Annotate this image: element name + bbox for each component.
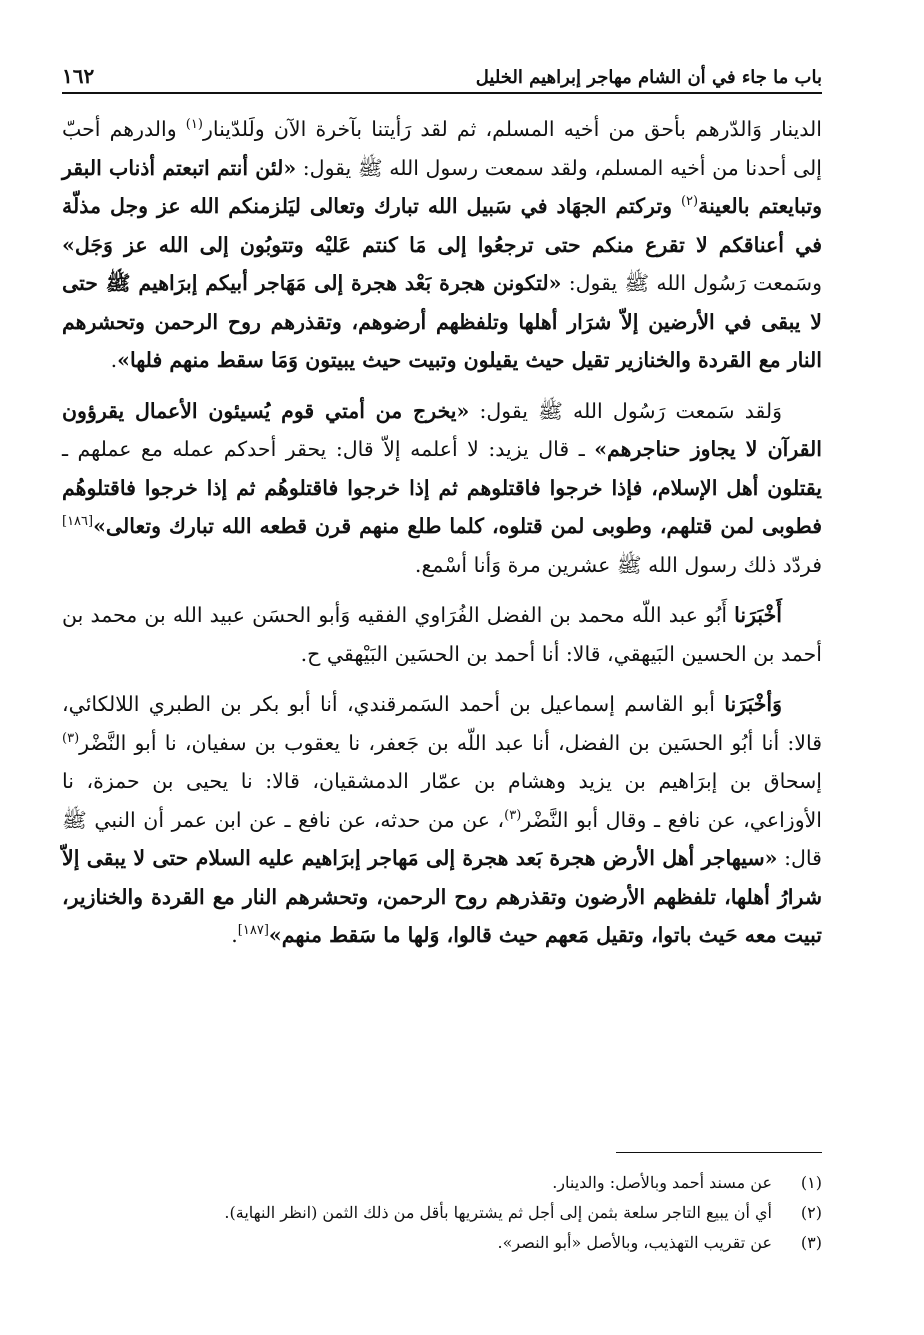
text-segment: أبو القاسم إسماعيل بن أحمد السَمرقندي، أنا أبو بكر بن الطبري اللالكائي، قالا: أنا أبُو الحسَين بن الفضل، أنا عبد اللّه بن جَعفر، نا يعقوب بن سفيان، نا أبو النَّضْر — [62, 692, 822, 755]
quoted-text: وتركتم الجهَاد في سَبيل الله تبارك وتعالى ليَلزمنكم الله عز وجل مذلّة في أعناقكم لا تقرع منكم حتى ترجعُوا إلى مَا كنتم عَليْه وتتوبُون إلى الله عز وَجَل» — [62, 194, 822, 257]
footnote-number: (٢) — [800, 1203, 822, 1222]
page-number: ١٦٢ — [62, 64, 95, 88]
footnote-reference: [١٨٧] — [237, 923, 269, 939]
footnote-divider — [616, 1152, 822, 1153]
quoted-text: «سيهاجر أهل الأرض هجرة بَعد هجرة إلى مَهاجر إبرَاهيم عليه السلام حتى لا يبقى إلاّ شرارُ أهلها، تلفظهم الأرضون وتقذرهم روح الرحمن، وتحشرهم النار مع القردة والخنازير، تبيت معه حَيث باتوا، وتقيل مَعهم حيث قالوا، وَلها ما سَقط منهم» — [62, 846, 822, 947]
paragraph — [62, 685, 822, 955]
footnote-number: (٣) — [800, 1233, 822, 1252]
quoted-text: «يخرج من أمتي قوم يُسيئون الأعمال يقرؤون القرآن لا يجاوز حناجرهم» — [62, 398, 822, 461]
footnotes — [62, 1168, 822, 1258]
footnote-reference: (٣) — [62, 730, 80, 746]
page-header — [62, 58, 822, 94]
quoted-text: «لتكونن هجرة بَعْد هجرة إلى مَهَاجر أبيكم إبرَاهيم ﷺ حتى لا يبقى في الأرضين إلاّ شرَار أهلها وتلفظهم أرضوهم، وتقذرهم روح الرحمن وتحشرهم النار مع القردة والخنازير تقيل حيث يقيلون وتبيت حيث يبيتون وَمَا سقط منهم فلها» — [62, 271, 822, 372]
footnote-text: عن مسند أحمد وبالأصل: والدينار. — [552, 1173, 772, 1192]
footnote-text: عن تقريب التهذيب، وبالأصل «أبو النصر». — [497, 1233, 772, 1252]
text-segment: أَبُو عبد اللّه محمد بن الفضل الفُرَاوي الفقيه وَأبو الحسَن عبيد الله بن محمد بن أحمد بن الحسين البَيهقي، قالا: أنا أحمد بن الحسَين البَيْهقي ح. — [62, 603, 822, 666]
running-title: باب ما جاء في أن الشام مهاجر إبراهيم الخليل — [475, 67, 822, 88]
text-segment: . — [110, 348, 118, 372]
text-segment: ـ قال يزيد: لا أعلمه إلاّ قال: يحقر أحدكم عمله مع عملهم ـ — [62, 437, 595, 461]
footnote-text: أي أن يبيع التاجر سلعة بثمن إلى أجل ثم يشتريها بأقل من ذلك الثمن (انظر النهاية). — [224, 1203, 772, 1222]
text-segment: إسحاق بن إبرَاهيم بن يزيد وهشام بن عمّار الدمشقيان، قالا: نا يحيى بن حمزة، نا الأوزاعي، عن نافع ـ وقال أبو النَّضْر — [62, 769, 822, 832]
footnote-reference: [١٨٦] — [62, 514, 94, 530]
footnote — [62, 1228, 822, 1258]
footnote — [62, 1198, 822, 1228]
text-segment: الدينار وَالدّرهم بأحق من أخيه المسلم، ثم لقد رَأيتنا بآخرة الآن ولَلدّينار — [202, 117, 822, 141]
footnote-number: (١) — [800, 1173, 822, 1192]
main-text — [62, 110, 822, 967]
quoted-text: أَخْبَرَنا — [734, 603, 782, 627]
footnote-reference: (٢) — [680, 194, 699, 210]
paragraph — [62, 596, 822, 673]
quoted-text: «لئن أنتم اتبعتم أذناب البقر وتبايعتم بالعينة — [62, 155, 822, 218]
paragraph — [62, 392, 822, 585]
footnote-reference: (١) — [185, 117, 203, 133]
footnote-reference: (٣) — [504, 807, 522, 823]
text-segment: . — [231, 923, 238, 947]
quoted-text: وَأخْبَرَنا — [724, 692, 782, 716]
footnote — [62, 1168, 822, 1198]
text-segment: فردّد ذلك رسول الله ﷺ عشرين مرة وَأنا أسْمع. — [414, 552, 822, 577]
text-segment: وَلقد سَمعت رَسُول الله ﷺ يقول: — [469, 398, 782, 423]
text-segment: وسَمعت رَسُول الله ﷺ يقول: — [561, 271, 822, 295]
paragraph — [62, 110, 822, 380]
quoted-text: يقتلون أهل الإسلام، فإذا خرجوا فاقتلوهم ثم إذا خرجوا فاقتلوهُم ثم إذا خرجوا فاقتلوهُم فطوبى لمن قتلهم، وطوبى لمن قتلوه، كلما طلع منهم قرن قطعه الله تبارك وتعالى» — [62, 475, 822, 538]
text-segment: ، عن من حدثه، عن نافع ـ عن ابن عمر أن النبي ﷺ قال: — [62, 807, 822, 870]
text-segment: والدرهم أحبّ إلى أحدنا من أخيه المسلم، ولقد سمعت رسول الله ﷺ يقول: — [62, 117, 822, 180]
